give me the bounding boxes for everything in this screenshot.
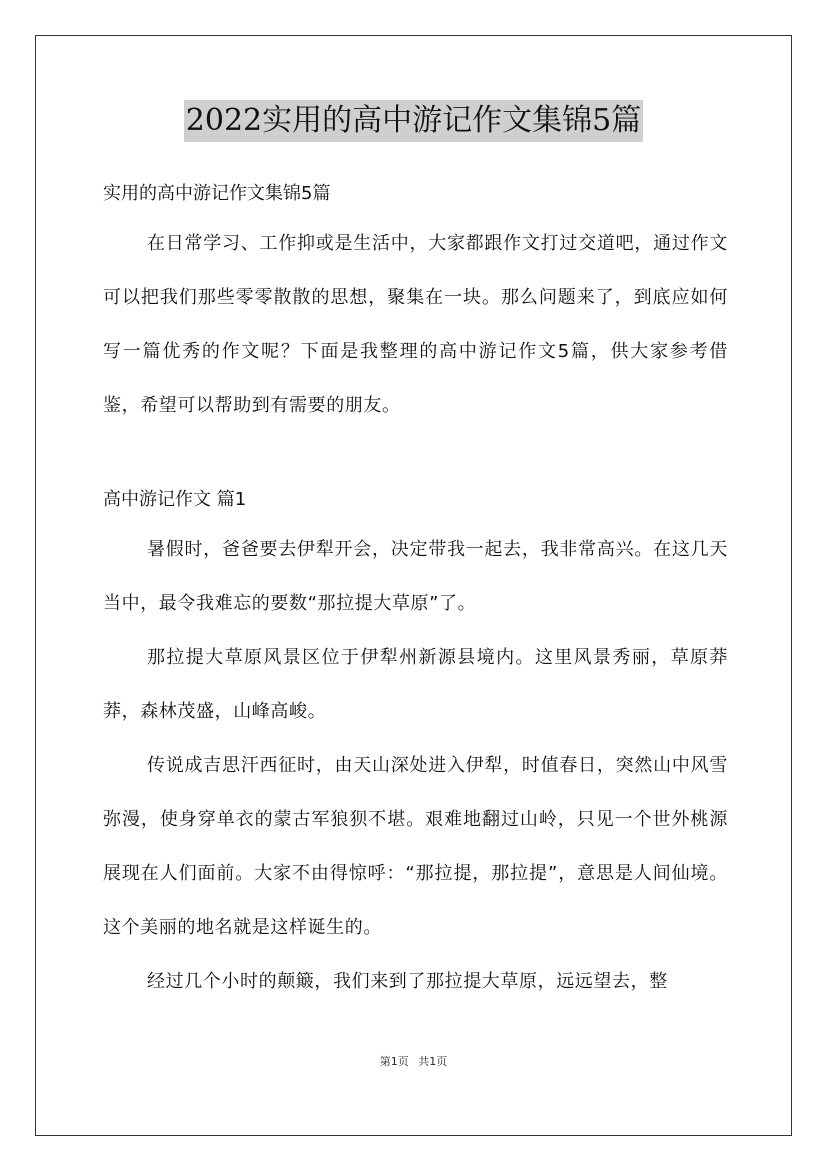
document-body	[103, 175, 728, 1009]
body-paragraph: 那拉提大草原风景区位于伊犁州新源县境内。这里风景秀丽，草原莽莽，森林茂盛，山峰高峻。	[103, 647, 728, 722]
document-subtitle: 实用的高中游记作文集锦5篇	[103, 183, 331, 204]
page-number: 第1页	[379, 1055, 409, 1068]
document-title: 2022实用的高中游记作文集锦5篇	[184, 100, 643, 142]
body-paragraph: 经过几个小时的颠簸，我们来到了那拉提大草原，远远望去，整	[147, 971, 668, 992]
body-paragraph: 暑假时，爸爸要去伊犁开会，决定带我一起去，我非常高兴。在这几天当中，最令我难忘的要数“那拉提大草原”了。	[103, 539, 728, 614]
section-heading: 高中游记作文 篇1	[103, 489, 247, 510]
intro-paragraph: 在日常学习、工作抑或是生活中，大家都跟作文打过交道吧，通过作文可以把我们那些零零散散的思想，聚集在一块。那么问题来了，到底应如何写一篇优秀的作文呢？下面是我整理的高中游记作文5篇，供大家参考借鉴，希望可以帮助到有需要的朋友。	[103, 233, 728, 416]
document-title-wrapper	[0, 100, 827, 142]
page-total: 共1页	[418, 1055, 448, 1068]
body-paragraph: 传说成吉思汗西征时，由天山深处进入伊犁，时值春日，突然山中风雪弥漫，使身穿单衣的蒙古军狼狈不堪。艰难地翻过山岭，只见一个世外桃源展现在人们面前。大家不由得惊呼：“那拉提，那拉提”，意思是人间仙境。这个美丽的地名就是这样诞生的。	[103, 755, 728, 938]
page-footer	[0, 1053, 827, 1069]
